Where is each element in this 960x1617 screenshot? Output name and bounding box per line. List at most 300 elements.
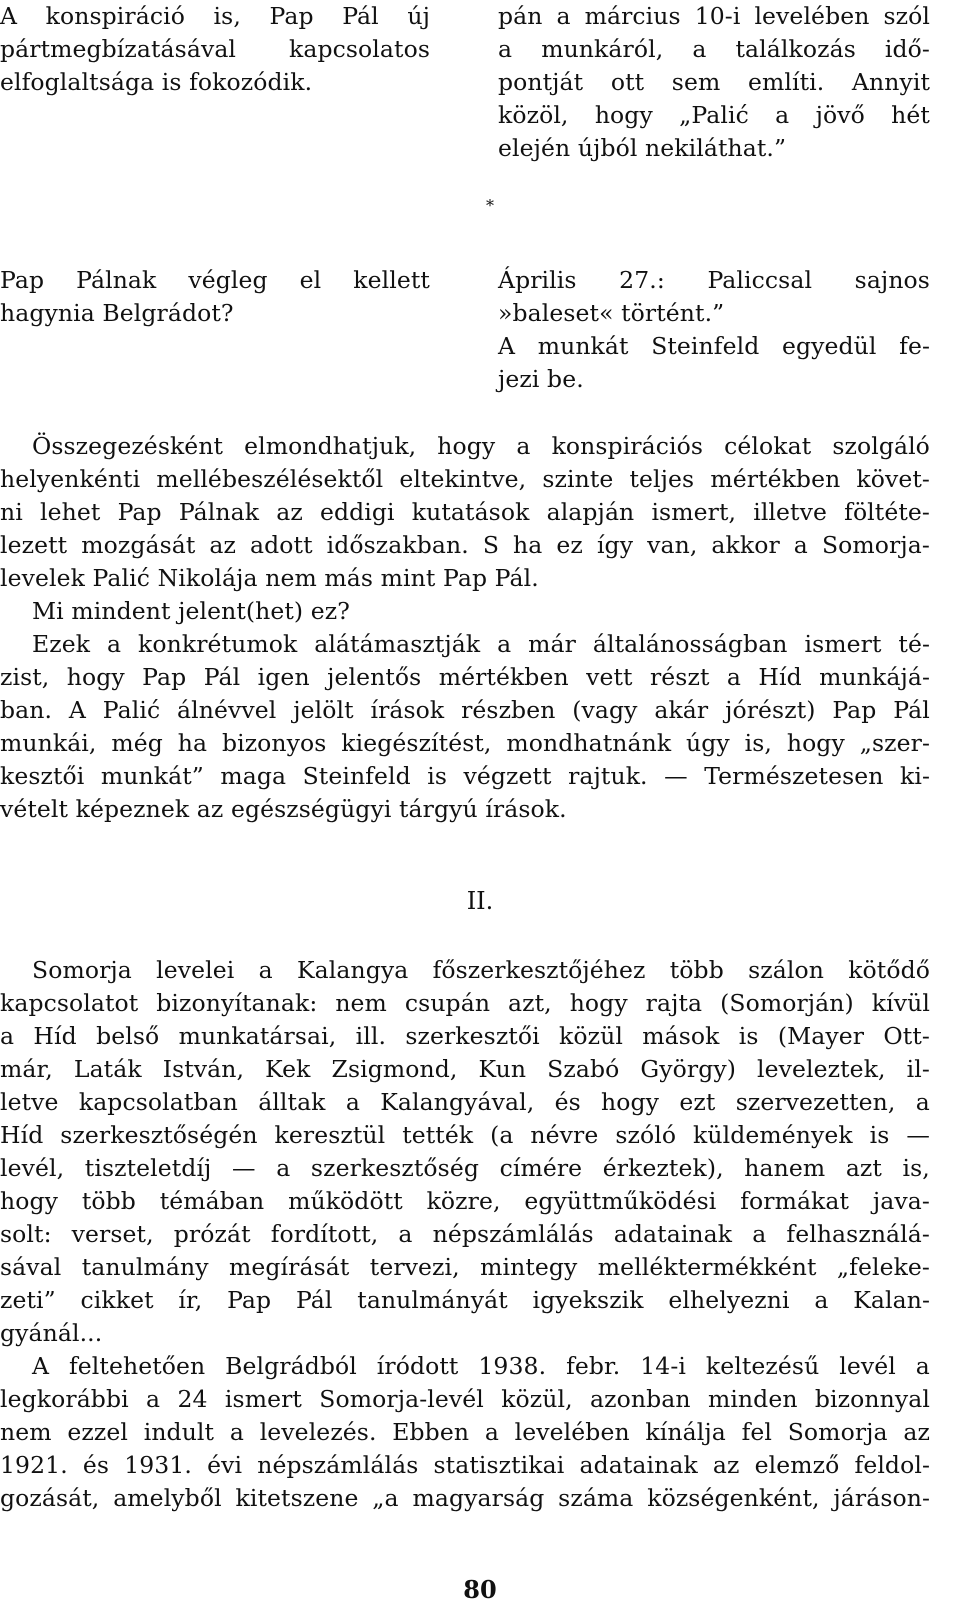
- word: nem: [0, 1418, 52, 1446]
- word: Ebben: [392, 1418, 470, 1446]
- word: már,: [0, 1055, 53, 1083]
- word: évi: [207, 1451, 243, 1479]
- word: eddigi: [319, 498, 395, 526]
- word: —: [232, 1154, 256, 1182]
- word: több: [669, 956, 724, 984]
- word: kapcsolatos: [289, 35, 430, 63]
- word: ez: [556, 531, 583, 559]
- text-line: [32, 954, 930, 986]
- word: 1921.: [0, 1451, 68, 1479]
- word: is,: [744, 729, 772, 757]
- word: azt,: [508, 989, 552, 1017]
- word: részt: [649, 663, 710, 691]
- word: melléktermékként: [597, 1253, 817, 1281]
- word: főszerkesztőjéhez: [432, 956, 646, 984]
- word: (Mayer: [777, 1022, 865, 1050]
- text-line: [0, 1152, 930, 1184]
- word: akkor: [711, 531, 780, 559]
- word: ki-: [899, 762, 930, 790]
- word: tanulmány: [81, 1253, 209, 1281]
- word: a: [0, 1022, 15, 1050]
- word: álltak: [258, 1088, 326, 1116]
- word: közül: [559, 1022, 623, 1050]
- text-line: [0, 33, 430, 65]
- word: feltehetően: [68, 1352, 206, 1380]
- text-line: [0, 1119, 930, 1151]
- word: Belgrádból: [225, 1352, 357, 1380]
- word: konspiráció: [45, 2, 185, 30]
- word: névre: [530, 1121, 599, 1149]
- text-line: [0, 987, 930, 1019]
- word: ismert: [224, 1385, 302, 1413]
- word: kötődő: [848, 956, 930, 984]
- word: száma: [558, 1484, 634, 1512]
- word: az: [903, 1418, 930, 1446]
- word: azonban: [590, 1385, 691, 1413]
- text-line: [0, 1251, 930, 1283]
- word: témában: [159, 1187, 265, 1215]
- word: elhelyezni: [668, 1286, 790, 1314]
- word: tiszteletdíj: [84, 1154, 212, 1182]
- word: helyenkénti: [0, 465, 141, 493]
- word: Híd: [0, 1121, 44, 1149]
- word: az: [276, 498, 303, 526]
- word: jórészt): [725, 696, 816, 724]
- word: hogy: [437, 432, 496, 460]
- word: sával: [0, 1253, 62, 1281]
- word: jövő: [815, 101, 865, 129]
- text-line: [0, 727, 930, 759]
- word: hogy: [66, 663, 125, 691]
- text-line: [0, 264, 430, 296]
- word: bizonnyal: [814, 1385, 930, 1413]
- word: levelezés.: [259, 1418, 377, 1446]
- word: adatainak: [613, 1220, 733, 1248]
- text-line: [0, 694, 930, 726]
- word: szervezetten,: [735, 1088, 896, 1116]
- word: említi.: [747, 68, 825, 96]
- word: 1938.: [478, 1352, 547, 1380]
- word: tették: [402, 1121, 474, 1149]
- word: szolgáló: [832, 432, 930, 460]
- word: népszámlálás: [432, 1220, 594, 1248]
- word: még: [111, 729, 163, 757]
- text-line: [0, 1020, 930, 1052]
- word: leveleztek,: [757, 1055, 886, 1083]
- word: végleg: [188, 266, 268, 294]
- text-line: [32, 1350, 930, 1382]
- word: szerkesztői: [405, 1022, 540, 1050]
- word: van,: [647, 531, 698, 559]
- word: munkát: [537, 332, 629, 360]
- text-line: [0, 1449, 930, 1481]
- word: letve: [0, 1088, 59, 1116]
- word: közül,: [501, 1385, 573, 1413]
- word: elmondhatjuk,: [244, 432, 417, 460]
- word: felhasználá-: [786, 1220, 930, 1248]
- word: szerkesztőségén: [60, 1121, 258, 1149]
- text-line: [0, 1185, 930, 1217]
- text-line: [0, 1284, 930, 1316]
- word: Somorja: [787, 1418, 888, 1446]
- word: a: [497, 630, 512, 658]
- word: Somorja: [32, 956, 132, 984]
- text-line: [0, 1482, 930, 1514]
- word: mintegy: [480, 1253, 578, 1281]
- word: Somorja-levél: [319, 1385, 484, 1413]
- word: zist,: [0, 663, 50, 691]
- word: a: [726, 663, 742, 691]
- word: hét: [891, 101, 930, 129]
- word: té-: [898, 630, 930, 658]
- text-line: [498, 264, 930, 296]
- text-line: [0, 760, 930, 792]
- word: Ott-: [883, 1022, 930, 1050]
- word: részben: [461, 696, 556, 724]
- word: febr.: [566, 1352, 621, 1380]
- word: a: [345, 1088, 360, 1116]
- word: adatainak: [579, 1451, 698, 1479]
- word: mértékben: [710, 465, 841, 493]
- text-line: elfoglaltsága is fokozódik.: [0, 68, 313, 96]
- word: A: [0, 2, 18, 30]
- word: (Somorján): [720, 989, 854, 1017]
- text-line: [32, 430, 930, 462]
- word: Híd: [758, 663, 802, 691]
- word: 24: [177, 1385, 208, 1413]
- word: csupán: [404, 989, 491, 1017]
- text-line: [32, 628, 930, 660]
- text-line: [0, 0, 430, 32]
- word: szálon: [748, 956, 824, 984]
- word: ismert: [804, 630, 882, 658]
- word: Pap: [142, 663, 187, 691]
- word: Természetesen: [704, 762, 884, 790]
- word: a: [793, 531, 808, 559]
- word: akár: [654, 696, 709, 724]
- word: mellébeszélésektől: [156, 465, 384, 493]
- word: zeti”: [0, 1286, 56, 1314]
- word: községenként,: [647, 1484, 820, 1512]
- word: konspirációs: [551, 432, 704, 460]
- word: kínálja: [645, 1418, 726, 1446]
- word: hogy: [569, 989, 628, 1017]
- word: bizonyos: [221, 729, 327, 757]
- word: ír,: [178, 1286, 203, 1314]
- word: kiegészítést,: [341, 729, 492, 757]
- word: cikket: [80, 1286, 154, 1314]
- word: szóló: [615, 1121, 677, 1149]
- word: új: [407, 2, 430, 30]
- word: feldol-: [854, 1451, 930, 1479]
- separator-star: *: [486, 196, 494, 215]
- text-line: [0, 496, 930, 528]
- word: a: [484, 1418, 499, 1446]
- word: fel: [741, 1418, 772, 1446]
- word: Összegezésként: [32, 432, 224, 460]
- word: munkát”: [100, 762, 204, 790]
- word: alapján: [546, 498, 635, 526]
- word: sem: [671, 68, 721, 96]
- word: pontját: [498, 68, 584, 96]
- word: 10-i: [694, 2, 741, 30]
- word: is: [738, 1022, 759, 1050]
- word: a: [516, 432, 531, 460]
- word: a: [752, 1220, 767, 1248]
- word: mozgását: [81, 531, 196, 559]
- word: Paliccsal: [707, 266, 813, 294]
- word: Pálnak: [76, 266, 157, 294]
- text-line: [0, 1086, 930, 1118]
- word: időszakban.: [326, 531, 469, 559]
- word: mondhatnánk: [506, 729, 672, 757]
- word: kapcsolatot: [0, 989, 139, 1017]
- word: György): [640, 1055, 736, 1083]
- word: java-: [872, 1187, 930, 1215]
- word: Steinfeld: [651, 332, 760, 360]
- word: gozását,: [0, 1484, 100, 1512]
- word: mértékben: [438, 663, 569, 691]
- word: igen: [257, 663, 310, 691]
- word: konkrétumok: [138, 630, 298, 658]
- word: a: [915, 1088, 930, 1116]
- word: is: [427, 762, 448, 790]
- text-line: gyánál...: [0, 1319, 103, 1347]
- text-line: [0, 1053, 930, 1085]
- word: lezett: [0, 531, 68, 559]
- word: Annyit: [851, 68, 930, 96]
- word: munkatársai,: [178, 1022, 337, 1050]
- word: teljes: [629, 465, 695, 493]
- word: belső: [96, 1022, 160, 1050]
- word: fe-: [899, 332, 930, 360]
- word: címére: [499, 1154, 583, 1182]
- word: általánosságban: [592, 630, 788, 658]
- word: minden: [707, 1385, 798, 1413]
- word: pártmegbízatásával: [0, 35, 237, 63]
- word: Kalangyával,: [380, 1088, 535, 1116]
- word: a: [276, 1154, 291, 1182]
- word: megírását: [228, 1253, 350, 1281]
- word: és: [554, 1088, 581, 1116]
- text-line: [498, 66, 930, 98]
- word: küldemények: [693, 1121, 853, 1149]
- word: kellett: [353, 266, 430, 294]
- word: érkeztek),: [602, 1154, 724, 1182]
- word: a: [498, 35, 513, 63]
- word: indult: [143, 1418, 215, 1446]
- section-heading: II.: [466, 887, 494, 915]
- text-line: vételt képeznek az egészségügyi tárgyú írások.: [0, 795, 567, 823]
- word: Somorja-: [821, 531, 930, 559]
- word: Pálnak: [178, 498, 260, 526]
- word: a: [398, 1220, 413, 1248]
- word: jelölt: [293, 696, 354, 724]
- word: szinte: [542, 465, 614, 493]
- word: statisztikai: [433, 1451, 565, 1479]
- text-line: [0, 661, 930, 693]
- word: levelében: [514, 1418, 630, 1446]
- word: Április: [498, 266, 577, 294]
- word: Pap: [227, 1286, 272, 1314]
- word: március: [584, 2, 681, 30]
- word: A: [498, 332, 516, 360]
- word: így: [596, 531, 634, 559]
- word: Kek: [265, 1055, 311, 1083]
- text-line: hagynia Belgrádot?: [0, 299, 234, 327]
- word: verset,: [71, 1220, 154, 1248]
- text-line: levelek Palić Nikolája nem más mint Pap Pál.: [0, 564, 539, 592]
- word: il-: [906, 1055, 930, 1083]
- word: egyedül: [781, 332, 877, 360]
- word: Pál: [893, 696, 930, 724]
- word: a: [146, 1385, 161, 1413]
- text-line: [498, 33, 930, 65]
- word: már: [528, 630, 576, 658]
- word: a: [692, 35, 707, 63]
- word: Pál: [342, 2, 379, 30]
- word: formákat: [740, 1187, 850, 1215]
- word: Szabó: [547, 1055, 620, 1083]
- word: a: [107, 630, 122, 658]
- word: magyarság: [412, 1484, 545, 1512]
- word: több: [81, 1187, 136, 1215]
- word: 1931.: [124, 1451, 192, 1479]
- word: hogy: [601, 1088, 660, 1116]
- text-line: [498, 330, 930, 362]
- word: és: [82, 1451, 110, 1479]
- word: kutatások: [411, 498, 530, 526]
- word: hogy: [786, 729, 845, 757]
- word: legkorábbi: [0, 1385, 129, 1413]
- word: bizonyítanak:: [156, 989, 318, 1017]
- word: rajta: [645, 989, 703, 1017]
- text-line: elején újból nekiláthat.”: [498, 134, 787, 162]
- word: maga: [220, 762, 287, 790]
- word: a: [258, 956, 273, 984]
- word: föltéte-: [844, 498, 930, 526]
- word: találkozás: [735, 35, 856, 63]
- word: vett: [586, 663, 633, 691]
- word: 27.:: [619, 266, 665, 294]
- word: az: [712, 1451, 740, 1479]
- word: közöl,: [498, 101, 569, 129]
- word: —: [906, 1121, 930, 1149]
- word: Pap: [0, 266, 45, 294]
- word: a: [775, 101, 790, 129]
- word: hogy: [594, 101, 653, 129]
- word: közre,: [426, 1187, 501, 1215]
- word: Híd: [33, 1022, 77, 1050]
- word: (a: [490, 1121, 514, 1149]
- text-line: »baleset« történt.”: [498, 299, 725, 327]
- word: elemző: [754, 1451, 840, 1479]
- word: Zsigmond,: [331, 1055, 458, 1083]
- word: ill.: [355, 1022, 387, 1050]
- word: is,: [902, 1154, 930, 1182]
- word: sajnos: [854, 266, 930, 294]
- word: tervezi,: [369, 1253, 460, 1281]
- word: követ-: [856, 465, 930, 493]
- word: a: [229, 1418, 244, 1446]
- word: munkáról,: [541, 35, 664, 63]
- word: együttműködési: [524, 1187, 717, 1215]
- word: Ezek: [32, 630, 91, 658]
- word: prózát: [173, 1220, 251, 1248]
- text-line: [0, 529, 930, 561]
- word: A: [32, 1352, 50, 1380]
- word: levél,: [0, 1154, 65, 1182]
- word: Pap: [832, 696, 877, 724]
- word: kitetszene: [235, 1484, 359, 1512]
- word: el: [299, 266, 322, 294]
- word: ezzel: [67, 1418, 128, 1446]
- word: Pap: [117, 498, 162, 526]
- text-line: [0, 1416, 930, 1448]
- word: A: [68, 696, 86, 724]
- page-number: 80: [463, 1575, 497, 1604]
- word: idő-: [884, 35, 930, 63]
- word: munkájá-: [819, 663, 930, 691]
- word: végzett: [463, 762, 552, 790]
- word: illetve: [753, 498, 827, 526]
- word: lehet: [40, 498, 101, 526]
- word: Kalangya: [297, 956, 409, 984]
- word: a: [814, 1286, 829, 1314]
- word: úgy: [686, 729, 730, 757]
- text-line: [0, 463, 930, 495]
- word: ha: [177, 729, 208, 757]
- word: kesztői: [0, 762, 85, 790]
- word: tanulmányát: [357, 1286, 508, 1314]
- word: amelyből: [113, 1484, 222, 1512]
- word: azt: [845, 1154, 882, 1182]
- word: hanem: [744, 1154, 826, 1182]
- word: is: [869, 1121, 890, 1149]
- word: nem: [335, 989, 387, 1017]
- text-line: [0, 1218, 930, 1250]
- word: alátámasztják: [314, 630, 481, 658]
- word: adott: [250, 531, 313, 559]
- word: hogy: [0, 1187, 59, 1215]
- word: Pap: [269, 2, 314, 30]
- word: eltekintve,: [399, 465, 527, 493]
- word: működött: [288, 1187, 403, 1215]
- word: munkái,: [0, 729, 97, 757]
- word: levelei: [156, 956, 235, 984]
- word: Kalan-: [853, 1286, 930, 1314]
- word: az: [209, 531, 237, 559]
- word: is,: [213, 2, 241, 30]
- word: ismert,: [651, 498, 737, 526]
- word: íródott: [376, 1352, 459, 1380]
- word: kapcsolatban: [78, 1088, 238, 1116]
- word: a: [915, 1352, 930, 1380]
- word: levelében: [754, 2, 870, 30]
- word: —: [664, 762, 688, 790]
- word: 14-i: [640, 1352, 687, 1380]
- word: pán: [498, 2, 543, 30]
- word: Pál: [203, 663, 241, 691]
- word: keresztül: [274, 1121, 386, 1149]
- word: kívül: [871, 989, 930, 1017]
- word: Pál: [295, 1286, 333, 1314]
- word: ezt: [679, 1088, 716, 1116]
- word: (vagy: [572, 696, 638, 724]
- word: solt:: [0, 1220, 52, 1248]
- word: jelentős: [327, 663, 422, 691]
- text-line: jezi be.: [498, 365, 584, 393]
